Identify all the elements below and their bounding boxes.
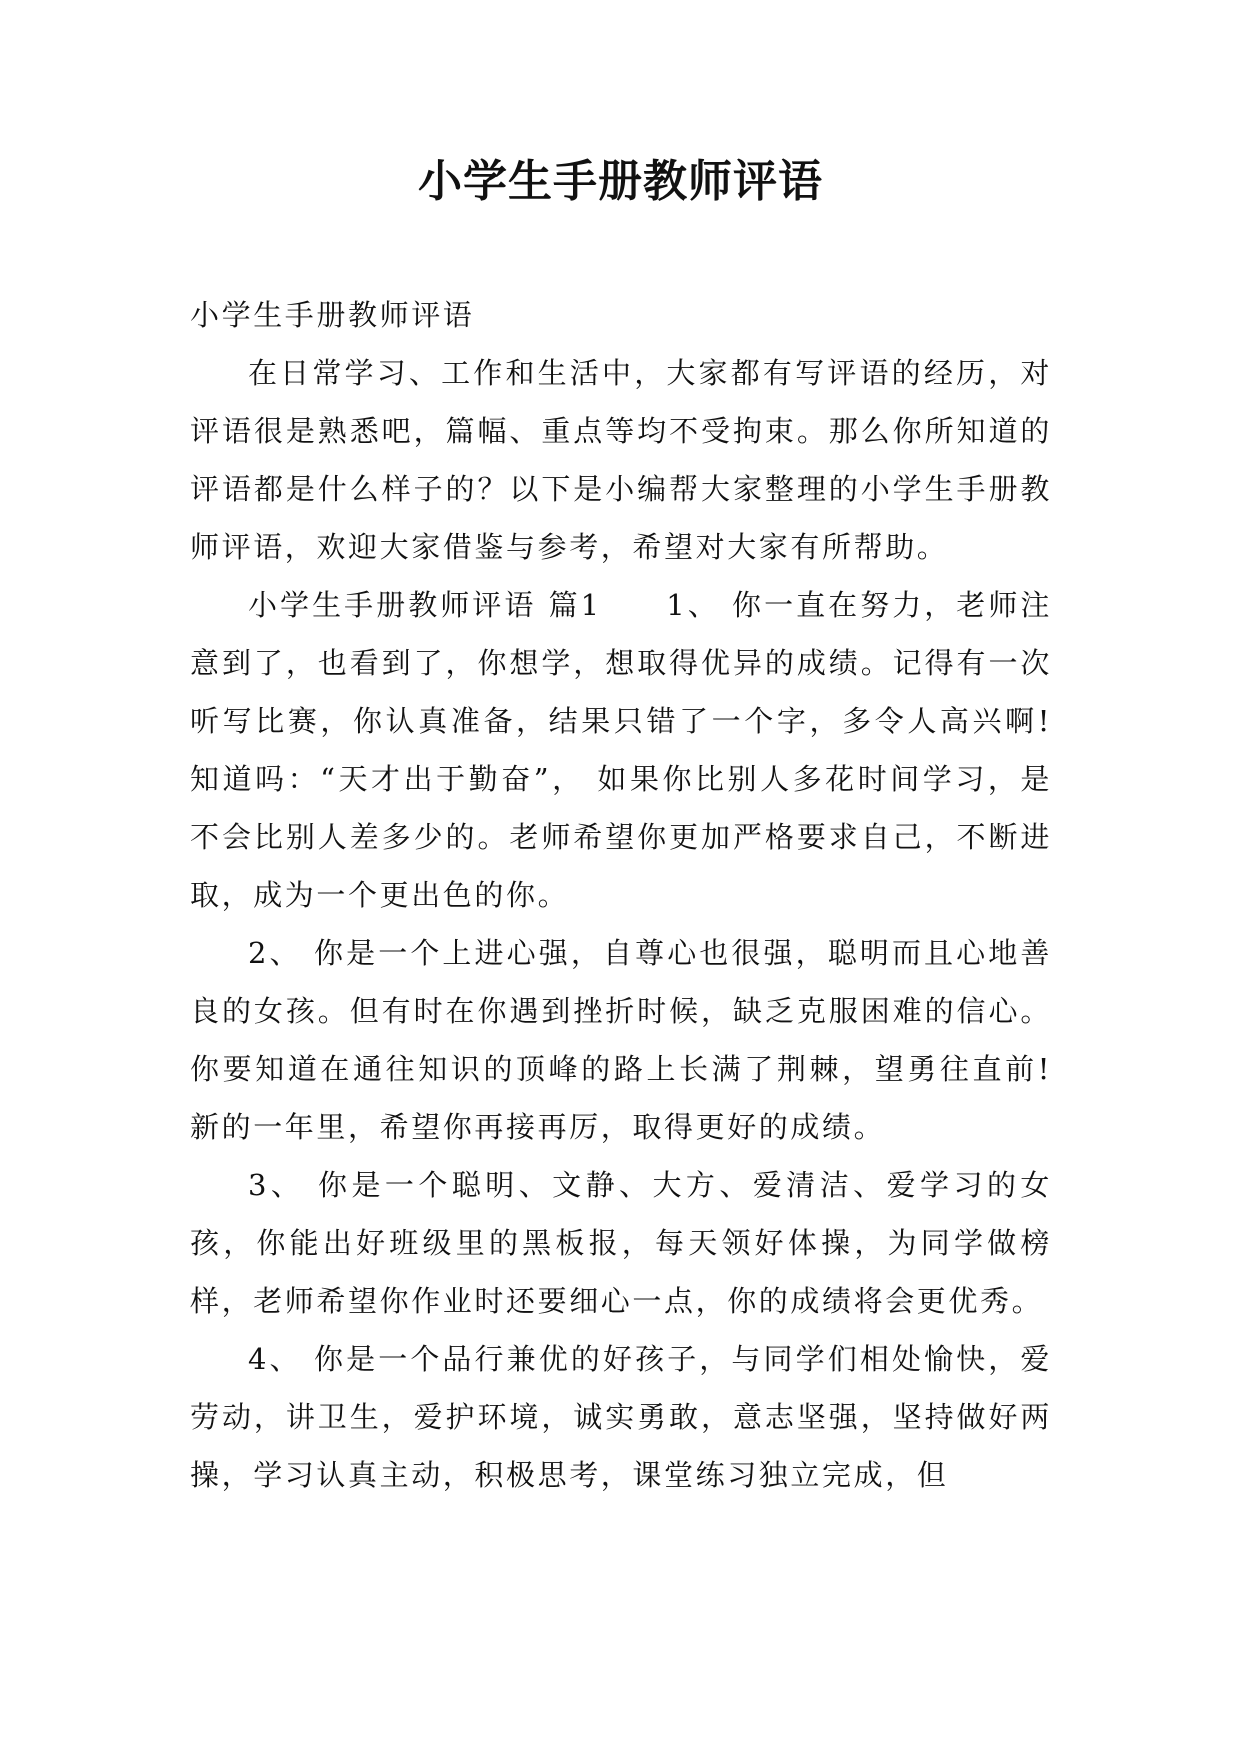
intro-paragraph: 在日常学习、工作和生活中，大家都有写评语的经历，对评语很是熟悉吧，篇幅、重点等均不受拘束。那么你所知道的评语都是什么样子的？以下是小编帮大家整理的小学生手册教师评语，欢迎大家借鉴与参考，希望对大家有所帮助。 [190,356,1052,564]
document-body [190,286,1052,1504]
comment-paragraph-1: 小学生手册教师评语 篇1 1、 你一直在努力，老师注意到了，也看到了，你想学，想取得优异的成绩。记得有一次听写比赛，你认真准备，结果只错了一个字，多令人高兴啊!知道吗：“天才出于勤奋”， 如果你比别人多花时间学习，是不会比别人差多少的。老师希望你更加严格要求自己，不断进取，成为一个更出色的你。 [190,588,1052,912]
comment-paragraph-4: 4、 你是一个品行兼优的好孩子，与同学们相处愉快，爱劳动，讲卫生，爱护环境，诚实勇敢，意志坚强，坚持做好两操，学习认真主动，积极思考，课堂练习独立完成，但 [190,1342,1052,1492]
comment-paragraph-2: 2、 你是一个上进心强，自尊心也很强，聪明而且心地善良的女孩。但有时在你遇到挫折时候，缺乏克服困难的信心。你要知道在通往知识的顶峰的路上长满了荆棘，望勇往直前!新的一年里，希望你再接再厉，取得更好的成绩。 [190,936,1052,1144]
document-title: 小学生手册教师评语 [418,156,823,207]
document-subtitle: 小学生手册教师评语 [190,298,475,332]
comment-paragraph-3: 3、 你是一个聪明、文静、大方、爱清洁、爱学习的女孩，你能出好班级里的黑板报，每天领好体操，为同学做榜样，老师希望你作业时还要细心一点，你的成绩将会更优秀。 [190,1168,1052,1318]
